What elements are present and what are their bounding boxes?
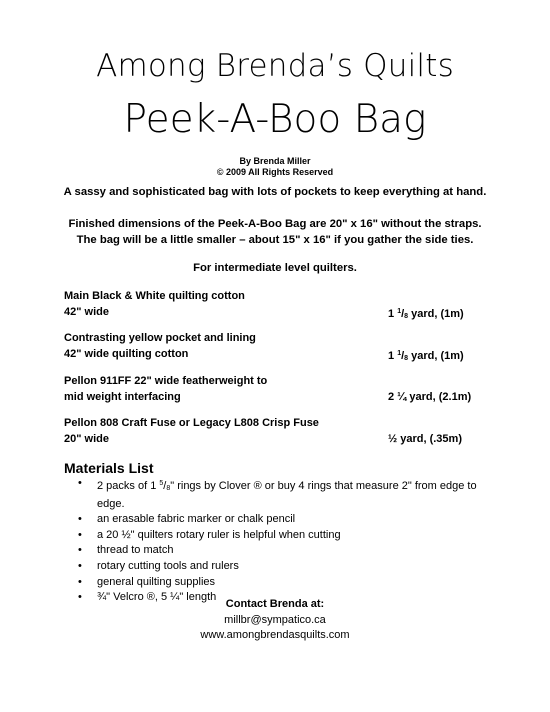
materials-list — [64, 476, 494, 606]
fabric-quantity: ½ yard, (.35m) — [388, 433, 462, 445]
contact-heading: Contact Brenda at: — [225, 598, 325, 610]
fabric-detail: 42" wide quilting cotton — [64, 348, 189, 360]
bullet-icon: • — [78, 544, 82, 557]
dimensions-line-1: Finished dimensions of the Peek-A-Boo Bag are 20" x 16" without the straps. — [68, 218, 482, 230]
materials-list-heading: Materials List — [64, 460, 154, 476]
list-item: • 2 packs of 1 $^5/_8$" rings by Clover ® or buy 4 rings that measure 2" from edge to edge. — [78, 477, 477, 510]
bullet-icon: • — [78, 575, 82, 588]
fabric-name: Contrasting yellow pocket and lining — [64, 332, 256, 344]
copyright-notice: © 2009 All Rights Reserved — [216, 167, 334, 177]
fabric-requirement-4 — [64, 415, 494, 447]
fabric-requirement-2 — [64, 330, 494, 362]
byline: By Brenda Miller — [239, 156, 311, 166]
tagline: A sassy and sophisticated bag with lots of pockets to keep everything at hand. — [63, 186, 487, 198]
list-item: • general quilting supplies — [64, 575, 494, 591]
fabric-name: Pellon 911FF 22" wide featherweight to — [64, 375, 268, 387]
list-item: • rotary cutting tools and rulers — [64, 559, 494, 575]
fabric-detail: mid weight interfacing — [64, 391, 181, 403]
bullet-icon: • — [78, 513, 82, 526]
fabric-quantity: 2 ¼ yard, (2.1m) — [388, 391, 472, 403]
bullet-icon: • — [78, 477, 82, 489]
skill-level: For intermediate level quilters. — [193, 262, 357, 274]
list-item: • a 20 ½" quilters rotary ruler is helpful when cutting — [64, 528, 494, 544]
fabric-requirement-3 — [64, 373, 494, 405]
bullet-icon: • — [78, 528, 82, 541]
contact-website: www.amongbrendasquilts.com — [200, 629, 350, 641]
fabric-name: Pellon 808 Craft Fuse or Legacy L808 Crisp Fuse — [64, 417, 319, 429]
page-title: Peek-A-Boo Bag — [123, 97, 427, 142]
fabric-requirement-1 — [64, 288, 494, 320]
fabric-quantity: 1 $^1/_8$ yard, (1m) — [388, 350, 464, 362]
bullet-icon: • — [78, 559, 82, 572]
list-item: • ¾" Velcro ®, 5 ¼" length — [64, 590, 494, 606]
list-item: • an erasable fabric marker or chalk pencil — [64, 512, 494, 528]
bullet-icon: • — [78, 591, 82, 604]
fabric-detail: 42" wide — [64, 306, 109, 318]
fabric-name: Main Black & White quilting cotton — [64, 290, 245, 302]
contact-email: millbr@sympatico.ca — [224, 614, 326, 626]
brand-heading: Among Brenda’s Quilts — [96, 48, 454, 84]
fabric-quantity: 1 $^1/_8$ yard, (1m) — [388, 308, 464, 320]
fabric-detail: 20" wide — [64, 433, 109, 445]
dimensions-line-2: The bag will be a little smaller – about 15" x 16" if you gather the side ties. — [76, 234, 474, 246]
list-item: • thread to match — [64, 543, 494, 559]
